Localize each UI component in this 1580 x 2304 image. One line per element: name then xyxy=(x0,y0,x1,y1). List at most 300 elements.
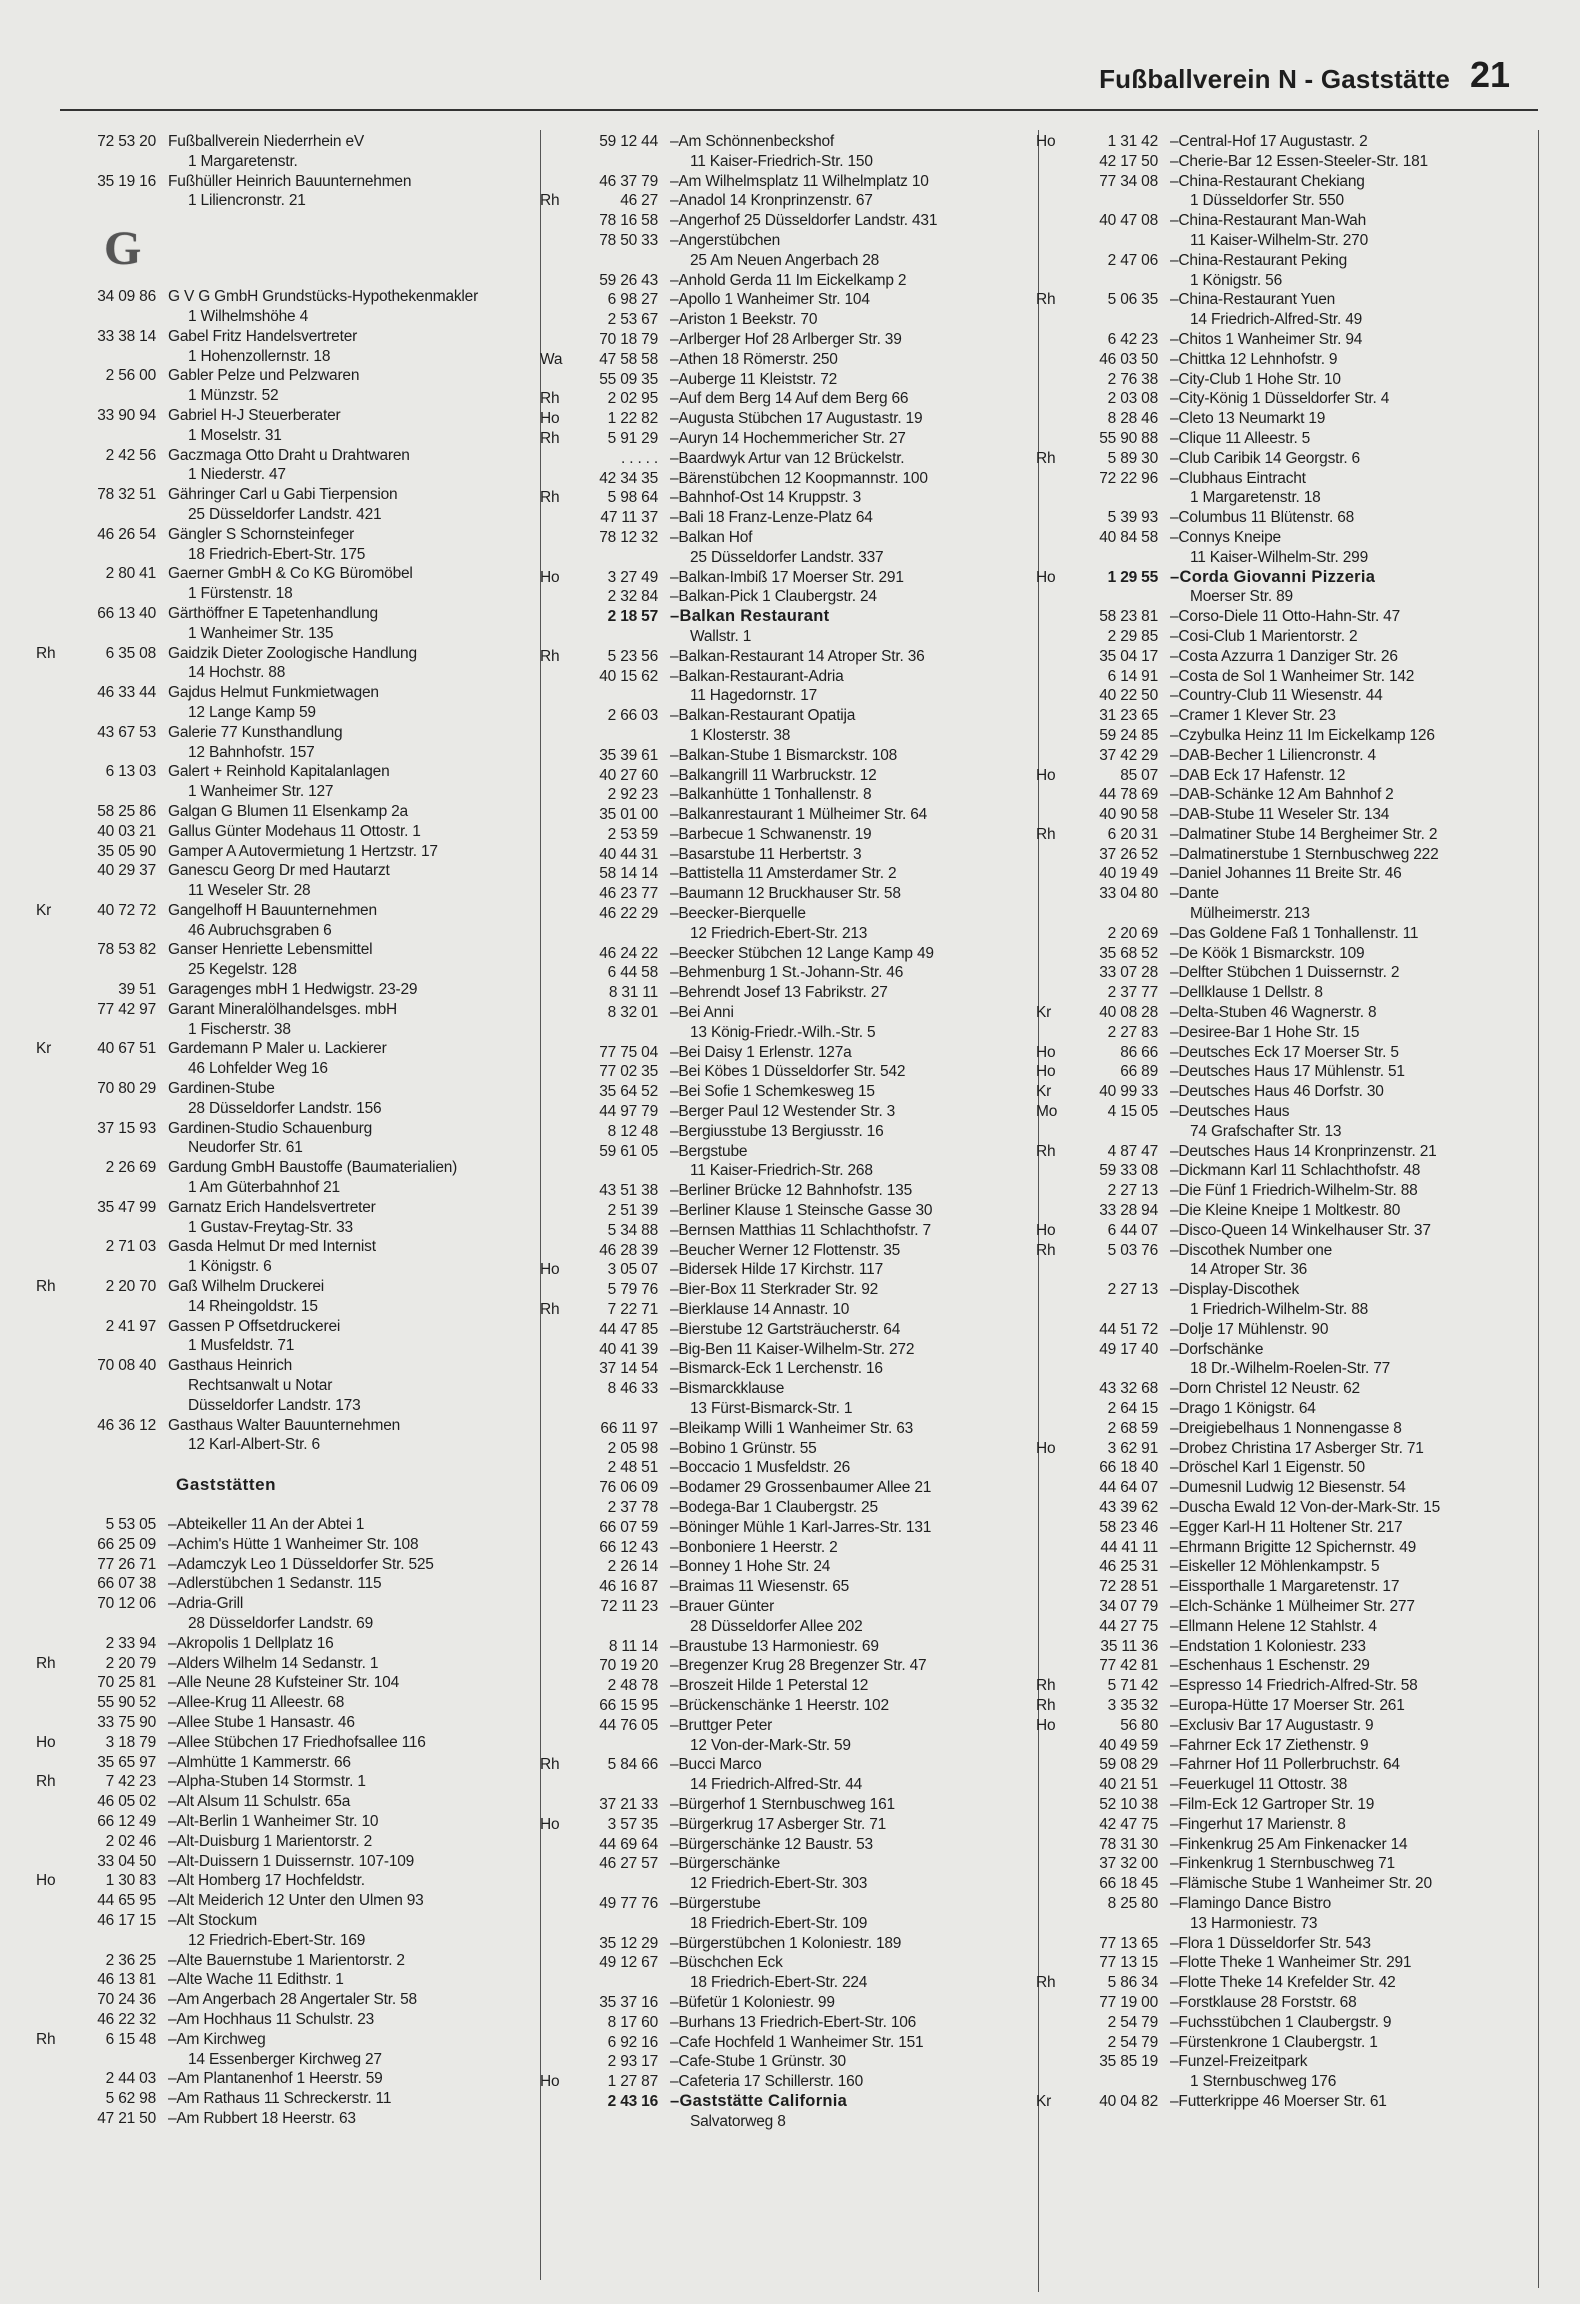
entry-text: –Bismarckklause xyxy=(670,1380,785,1398)
phone-number: 5 23 56 xyxy=(607,647,658,665)
directory-entry xyxy=(36,2089,526,2109)
entry-text: –Fahrner Hof 11 Pollerbruchstr. 64 xyxy=(1170,1756,1400,1774)
entry-text: Galgan G Blumen 11 Elsenkamp 2a xyxy=(168,802,408,820)
entry-text: –Behmenburg 1 St.-Johann-Str. 46 xyxy=(670,964,904,982)
directory-entry xyxy=(1036,1577,1536,1597)
phone-number: 70 80 29 xyxy=(97,1080,156,1098)
entry-text: –Balkan Hof xyxy=(670,528,753,546)
directory-entry xyxy=(540,290,1036,310)
phone-number: 37 14 54 xyxy=(599,1360,658,1378)
phone-number: 40 22 50 xyxy=(1099,687,1158,705)
directory-entry xyxy=(1036,1201,1536,1221)
phone-number: 35 37 16 xyxy=(599,1993,658,2011)
phone-number: 35 68 52 xyxy=(1099,944,1158,962)
entry-text: –Allee Stübchen 17 Friedhofsallee 116 xyxy=(168,1733,426,1751)
phone-number: 8 11 14 xyxy=(608,1637,658,1655)
entry-text: –Beecker-Bierquelle xyxy=(670,905,806,923)
directory-entry xyxy=(1036,2052,1536,2072)
directory-entry xyxy=(1036,1696,1536,1716)
entry-text: –Eschenhaus 1 Eschenstr. 29 xyxy=(1170,1657,1370,1675)
phone-number: 44 64 07 xyxy=(1099,1479,1158,1497)
phone-number: 59 08 29 xyxy=(1099,1756,1158,1774)
district-code: Rh xyxy=(1036,449,1056,467)
directory-entry xyxy=(540,1716,1036,1736)
entry-text: –Auryn 14 Hochemmericher Str. 27 xyxy=(670,429,906,447)
directory-entry xyxy=(36,1515,526,1535)
entry-text: 18 Dr.-Wilhelm-Roelen-Str. 77 xyxy=(1190,1360,1391,1378)
directory-entry xyxy=(540,1340,1036,1360)
directory-entry xyxy=(540,983,1036,1003)
phone-number: 46 28 39 xyxy=(599,1241,658,1259)
running-header-title: Fußballverein N - Gaststätte xyxy=(1099,64,1450,94)
directory-entry xyxy=(36,980,526,1000)
phone-number: 70 25 81 xyxy=(97,1674,156,1692)
directory-entry xyxy=(540,944,1036,964)
phone-number: 70 08 40 xyxy=(97,1357,156,1375)
entry-text: 14 Hochstr. 88 xyxy=(188,664,286,682)
district-code: Rh xyxy=(1036,1241,1056,1259)
entry-address-line xyxy=(36,703,526,723)
phone-number: 44 65 95 xyxy=(97,1892,156,1910)
directory-entry xyxy=(540,864,1036,884)
phone-number: 70 18 79 xyxy=(599,330,658,348)
directory-column-2 xyxy=(540,132,1036,2131)
entry-address-line xyxy=(36,505,526,525)
phone-number: 42 17 50 xyxy=(1099,152,1158,170)
entry-address-line xyxy=(36,960,526,980)
directory-entry xyxy=(36,2010,526,2030)
directory-entry xyxy=(1036,449,1536,469)
phone-number: 58 14 14 xyxy=(599,865,658,883)
directory-entry xyxy=(540,389,1036,409)
directory-entry xyxy=(1036,627,1536,647)
entry-text: Gardemann P Maler u. Lackierer xyxy=(168,1040,387,1058)
phone-number: 40 99 33 xyxy=(1099,1083,1158,1101)
entry-text: –Bürgerhof 1 Sternbuschweg 161 xyxy=(670,1795,895,1813)
entry-text: 14 Friedrich-Alfred-Str. 49 xyxy=(1190,311,1363,329)
entry-text: –Cafe-Stube 1 Grünstr. 30 xyxy=(670,2053,846,2071)
entry-text: Neudorfer Str. 61 xyxy=(188,1139,303,1157)
district-code: Kr xyxy=(1036,1004,1052,1022)
directory-entry xyxy=(540,746,1036,766)
entry-text: 1 Wilhelmshöhe 4 xyxy=(188,307,308,325)
directory-entry xyxy=(540,132,1036,152)
phone-number: 5 91 29 xyxy=(607,429,658,447)
phone-number: 40 19 49 xyxy=(1099,865,1158,883)
entry-text: –Balkan-Imbiß 17 Moerser Str. 291 xyxy=(670,568,904,586)
phone-number: 58 25 86 xyxy=(97,802,156,820)
directory-entry xyxy=(1036,1458,1536,1478)
entry-text: –Braimas 11 Wiesenstr. 65 xyxy=(670,1578,850,1596)
entry-text: –Daniel Johannes 11 Breite Str. 46 xyxy=(1170,865,1402,883)
directory-entry xyxy=(1036,1775,1536,1795)
entry-text: –Beecker Stübchen 12 Lange Kamp 49 xyxy=(670,944,934,962)
entry-text: Fußballverein Niederrhein eV xyxy=(168,133,364,150)
entry-text: 12 Friedrich-Ebert-Str. 303 xyxy=(690,1875,868,1893)
phone-number: 58 23 81 xyxy=(1099,608,1158,626)
directory-entry xyxy=(540,1062,1036,1082)
entry-text: –Adlerstübchen 1 Sedanstr. 115 xyxy=(168,1575,382,1593)
entry-text: –Bürgerstübchen 1 Koloniestr. 189 xyxy=(670,1934,902,1952)
entry-text: –Alders Wilhelm 14 Sedanstr. 1 xyxy=(168,1654,379,1672)
phone-number: 44 78 69 xyxy=(1099,786,1158,804)
entry-address-line xyxy=(540,1874,1036,1894)
directory-entry xyxy=(1036,1043,1536,1063)
directory-entry xyxy=(36,2030,526,2050)
directory-entry xyxy=(540,310,1036,330)
phone-number: 33 75 90 xyxy=(97,1713,156,1731)
entry-text: 11 Weseler Str. 28 xyxy=(188,882,311,900)
phone-number: 55 09 35 xyxy=(599,370,658,388)
entry-address-line xyxy=(36,347,526,367)
entry-text: –Almhütte 1 Kammerstr. 66 xyxy=(168,1753,351,1771)
entry-text: –Eissporthalle 1 Margaretenstr. 17 xyxy=(1170,1578,1400,1596)
entry-address-line xyxy=(36,545,526,565)
entry-text: –Europa-Hütte 17 Moerser Str. 261 xyxy=(1170,1696,1405,1714)
directory-entry xyxy=(1036,1518,1536,1538)
phone-number: 2 36 25 xyxy=(105,1951,156,1969)
entry-address-line xyxy=(540,686,1036,706)
entry-address-line xyxy=(540,1914,1036,1934)
entry-address-line xyxy=(1036,231,1536,251)
phone-number: 6 98 27 xyxy=(607,291,658,309)
entry-text: 12 Friedrich-Ebert-Str. 169 xyxy=(188,1931,366,1949)
entry-text: –Balkan-Restaurant 14 Atroper Str. 36 xyxy=(670,647,925,665)
phone-number: 59 33 08 xyxy=(1099,1162,1158,1180)
entry-text: –Exclusiv Bar 17 Augustastr. 9 xyxy=(1170,1716,1374,1734)
phone-number: 66 07 59 xyxy=(599,1518,658,1536)
entry-text: 12 Von-der-Mark-Str. 59 xyxy=(690,1736,851,1754)
directory-entry xyxy=(540,2072,1036,2092)
entry-text: –Funzel-Freizeitpark xyxy=(1170,2053,1308,2071)
entry-text: –Bahnhof-Ost 14 Kruppstr. 3 xyxy=(670,489,862,507)
entry-text: –Costa de Sol 1 Wanheimer Str. 142 xyxy=(1170,667,1415,685)
entry-text: 11 Kaiser-Friedrich-Str. 268 xyxy=(690,1162,873,1180)
directory-entry xyxy=(36,762,526,782)
phone-number: 35 05 90 xyxy=(97,842,156,860)
directory-entry xyxy=(540,211,1036,231)
entry-text: –Bucci Marco xyxy=(670,1756,762,1774)
phone-number: 77 13 15 xyxy=(1099,1954,1158,1972)
entry-address-line xyxy=(36,386,526,406)
phone-number: 49 77 76 xyxy=(599,1894,658,1912)
phone-number: 66 18 40 xyxy=(1099,1459,1158,1477)
district-code: Rh xyxy=(540,647,560,665)
entry-text: 12 Friedrich-Ebert-Str. 213 xyxy=(690,924,868,942)
directory-entry xyxy=(1036,211,1536,231)
directory-entry xyxy=(36,1198,526,1218)
entry-text: –Allee Stube 1 Hansastr. 46 xyxy=(168,1713,355,1731)
phone-number: 77 13 65 xyxy=(1099,1934,1158,1952)
entry-text: 14 Essenberger Kirchweg 27 xyxy=(188,2050,382,2068)
phone-number: 66 12 43 xyxy=(599,1538,658,1556)
entry-text: Gabler Pelze und Pelzwaren xyxy=(168,367,360,385)
directory-entry xyxy=(1036,924,1536,944)
entry-text: –Bürgerstube xyxy=(670,1894,761,1912)
entry-text: –Bei Anni xyxy=(670,1004,734,1022)
directory-entry xyxy=(540,1953,1036,1973)
phone-number: 2 03 08 xyxy=(1107,390,1158,408)
phone-number: 42 34 35 xyxy=(599,469,658,487)
phone-number: 77 42 81 xyxy=(1099,1657,1158,1675)
entry-address-line xyxy=(1036,2072,1536,2092)
phone-number: 66 13 40 xyxy=(97,604,156,622)
phone-number: 6 35 08 xyxy=(105,644,156,662)
directory-entry xyxy=(540,1597,1036,1617)
directory-entry xyxy=(540,231,1036,251)
phone-number: 49 12 67 xyxy=(599,1954,658,1972)
directory-entry xyxy=(540,1854,1036,1874)
phone-number: 35 19 16 xyxy=(97,172,156,190)
district-code: Rh xyxy=(36,1278,56,1296)
entry-text: 1 Fischerstr. 38 xyxy=(188,1020,291,1038)
district-code: Rh xyxy=(1036,1974,1056,1992)
entry-text: 14 Rheingoldstr. 15 xyxy=(188,1297,318,1315)
phone-number: 6 44 58 xyxy=(607,964,658,982)
entry-text: –Discothek Number one xyxy=(1170,1241,1333,1259)
entry-text: –Am Angerbach 28 Angertaler Str. 58 xyxy=(168,1991,417,2009)
entry-text: –Bleikamp Willi 1 Wanheimer Str. 63 xyxy=(670,1419,914,1437)
entry-address-line xyxy=(540,1617,1036,1637)
phone-number: 1 30 83 xyxy=(105,1872,156,1890)
phone-number: 3 57 35 xyxy=(607,1815,658,1833)
phone-number: 4 15 05 xyxy=(1107,1103,1158,1121)
entry-text: –Alt Alsum 11 Schulstr. 65a xyxy=(168,1793,351,1811)
phone-number: 70 24 36 xyxy=(97,1991,156,2009)
phone-number: 2 53 59 xyxy=(607,825,658,843)
phone-number: 1 29 55 xyxy=(1107,568,1158,586)
entry-address-line xyxy=(36,881,526,901)
directory-entry xyxy=(1036,1241,1536,1261)
directory-entry xyxy=(36,1079,526,1099)
phone-number: 55 90 52 xyxy=(97,1694,156,1712)
district-code: Rh xyxy=(36,2030,56,2048)
entry-text: –Dante xyxy=(1170,885,1219,903)
entry-text: –Balkan Restaurant xyxy=(670,607,830,626)
entry-address-line xyxy=(36,1257,526,1277)
phone-number: 3 27 49 xyxy=(607,568,658,586)
directory-entry xyxy=(540,1221,1036,1241)
entry-text: –Costa Azzurra 1 Danziger Str. 26 xyxy=(1170,647,1398,665)
directory-entry xyxy=(540,488,1036,508)
phone-number: 46 24 22 xyxy=(599,944,658,962)
entry-text: 1 Margaretenstr. xyxy=(188,152,298,170)
entry-text: –Bürgerschänke 12 Baustr. 53 xyxy=(670,1835,873,1853)
phone-number: 66 15 95 xyxy=(599,1696,658,1714)
phone-number: 8 25 80 xyxy=(1107,1894,1158,1912)
entry-text: –Alte Bauernstube 1 Marientorstr. 2 xyxy=(168,1951,405,1969)
phone-number: 8 46 33 xyxy=(607,1380,658,1398)
directory-entry xyxy=(1036,528,1536,548)
entry-text: –Alt Meiderich 12 Unter den Ulmen 93 xyxy=(168,1892,424,1910)
district-code: Ho xyxy=(1036,1716,1056,1734)
directory-entry xyxy=(1036,172,1536,192)
directory-entry xyxy=(1036,706,1536,726)
directory-entry xyxy=(1036,251,1536,271)
directory-entry xyxy=(1036,2033,1536,2053)
entry-text: Salvatorweg 8 xyxy=(690,2112,786,2130)
entry-address-line xyxy=(540,2112,1036,2132)
entry-text: –Balkan-Restaurant Opatija xyxy=(670,707,856,725)
directory-entry xyxy=(540,1518,1036,1538)
phone-number: 40 21 51 xyxy=(1099,1776,1158,1794)
directory-entry xyxy=(1036,330,1536,350)
entry-address-line xyxy=(540,1161,1036,1181)
entry-text: –Club Caribik 14 Georgstr. 6 xyxy=(1170,449,1360,467)
phone-number: 6 44 07 xyxy=(1107,1221,1158,1239)
entry-text: –Connys Kneipe xyxy=(1170,528,1281,546)
directory-entry xyxy=(1036,568,1536,588)
phone-number: 78 53 82 xyxy=(97,941,156,959)
entry-text: –Cafeteria 17 Schillerstr. 160 xyxy=(670,2073,864,2091)
directory-entry xyxy=(1036,152,1536,172)
phone-number: 2 56 00 xyxy=(105,367,156,385)
page-number: 21 xyxy=(1470,54,1511,95)
phone-number: 5 06 35 xyxy=(1107,291,1158,309)
phone-number: 40 27 60 xyxy=(599,766,658,784)
column-divider-3 xyxy=(1538,130,1539,2288)
phone-number: 46 17 15 xyxy=(97,1911,156,1929)
directory-entry xyxy=(36,1713,526,1733)
phone-number: 5 84 66 xyxy=(607,1756,658,1774)
entry-text: –Corda Giovanni Pizzeria xyxy=(1170,567,1376,586)
phone-number: 35 65 97 xyxy=(97,1753,156,1771)
phone-number: 70 12 06 xyxy=(97,1595,156,1613)
entry-address-line xyxy=(36,663,526,683)
phone-number: 2 18 57 xyxy=(607,608,658,626)
entry-address-line xyxy=(36,1396,526,1416)
phone-number: 77 02 35 xyxy=(599,1063,658,1081)
district-code: Rh xyxy=(540,1756,560,1774)
phone-number: 78 16 58 xyxy=(599,212,658,230)
entry-text: –Chittka 12 Lehnhofstr. 9 xyxy=(1170,350,1338,368)
phone-number: 7 42 23 xyxy=(105,1773,156,1791)
entry-text: 46 Lohfelder Weg 16 xyxy=(188,1060,328,1078)
entry-text: Gajdus Helmut Funkmietwagen xyxy=(168,684,379,702)
directory-entry xyxy=(540,1122,1036,1142)
directory-entry xyxy=(540,785,1036,805)
phone-number: 2 27 83 xyxy=(1107,1023,1158,1041)
entry-address-line xyxy=(1036,488,1536,508)
entry-text: 1 Königstr. 56 xyxy=(1190,271,1282,289)
phone-number: 8 32 01 xyxy=(607,1004,658,1022)
directory-entry xyxy=(36,406,526,426)
entry-text: –Bürgerkrug 17 Asberger Str. 71 xyxy=(670,1815,887,1833)
directory-entry xyxy=(1036,686,1536,706)
directory-entry xyxy=(1036,667,1536,687)
directory-entry xyxy=(1036,290,1536,310)
phone-number: 43 39 62 xyxy=(1099,1498,1158,1516)
directory-entry xyxy=(36,287,526,307)
phone-number: 6 42 23 xyxy=(1107,330,1158,348)
directory-entry xyxy=(1036,2092,1536,2112)
directory-entry xyxy=(36,1951,526,1971)
directory-entry xyxy=(36,1832,526,1852)
entry-text: –Bobino 1 Grünstr. 55 xyxy=(670,1439,817,1457)
phone-number: 2 43 16 xyxy=(607,2092,658,2110)
directory-entry xyxy=(540,805,1036,825)
phone-number: 2 54 79 xyxy=(1107,2013,1158,2031)
directory-entry xyxy=(540,904,1036,924)
entry-text: –Fuchsstübchen 1 Claubergstr. 9 xyxy=(1170,2013,1392,2031)
directory-entry xyxy=(540,1934,1036,1954)
directory-entry xyxy=(36,1772,526,1792)
entry-text: –Baardwyk Artur van 12 Brückelstr. xyxy=(670,449,905,467)
phone-number: 2 20 69 xyxy=(1107,924,1158,942)
directory-entry xyxy=(540,1241,1036,1261)
directory-entry xyxy=(540,2033,1036,2053)
entry-text: –Country-Club 11 Wiesenstr. 44 xyxy=(1170,687,1383,705)
district-code: Wa xyxy=(540,350,563,368)
entry-text: –Big-Ben 11 Kaiser-Wilhelm-Str. 272 xyxy=(670,1340,915,1358)
directory-entry xyxy=(36,366,526,386)
entry-address-line xyxy=(36,782,526,802)
entry-text: –Cleto 13 Neumarkt 19 xyxy=(1170,410,1326,428)
entry-text: –DAB Eck 17 Hafenstr. 12 xyxy=(1170,766,1346,784)
directory-entry xyxy=(540,1379,1036,1399)
directory-entry xyxy=(1036,1557,1536,1577)
phone-number: 44 27 75 xyxy=(1099,1617,1158,1635)
entry-text: Garant Mineralölhandelsges. mbH xyxy=(168,1000,398,1018)
entry-text: –Anadol 14 Kronprinzenstr. 67 xyxy=(670,192,873,210)
directory-entry xyxy=(1036,1815,1536,1835)
phone-number: 5 86 34 xyxy=(1107,1974,1158,1992)
entry-text: –Alt-Duissern 1 Duissernstr. 107-109 xyxy=(168,1852,415,1870)
phone-number: 46 22 29 xyxy=(599,905,658,923)
phone-number: 66 25 09 xyxy=(97,1535,156,1553)
phone-number: 46 22 32 xyxy=(97,2010,156,2028)
entry-text: –Bei Daisy 1 Erlenstr. 127a xyxy=(670,1043,852,1061)
directory-entry xyxy=(1036,1973,1536,1993)
entry-text: Fußhüller Heinrich Bauunternehmen xyxy=(168,172,412,190)
phone-number: 77 42 97 xyxy=(97,1000,156,1018)
directory-entry xyxy=(1036,350,1536,370)
entry-text: –Ariston 1 Beekstr. 70 xyxy=(670,311,818,329)
phone-number: 59 61 05 xyxy=(599,1142,658,1160)
phone-number: 2 33 94 xyxy=(105,1634,156,1652)
directory-entry xyxy=(540,1498,1036,1518)
district-code: Rh xyxy=(1036,1142,1056,1160)
entry-address-line xyxy=(36,1931,526,1951)
entry-text: –Flämische Stube 1 Wanheimer Str. 20 xyxy=(1170,1875,1432,1893)
district-code: Ho xyxy=(1036,1043,1056,1061)
entry-text: –Apollo 1 Wanheimer Str. 104 xyxy=(670,291,870,309)
phone-number: 34 07 79 xyxy=(1099,1597,1158,1615)
phone-number: 2 68 59 xyxy=(1107,1419,1158,1437)
entry-text: –Feuerkugel 11 Ottostr. 38 xyxy=(1170,1776,1348,1794)
district-code: Ho xyxy=(540,410,560,428)
entry-text: 28 Düsseldorfer Landstr. 69 xyxy=(188,1614,374,1632)
directory-entry xyxy=(36,327,526,347)
entry-address-line xyxy=(1036,1260,1536,1280)
phone-number: 2 64 15 xyxy=(1107,1400,1158,1417)
phone-number: 2 27 13 xyxy=(1107,1281,1158,1299)
entry-text: Galerie 77 Kunsthandlung xyxy=(168,723,343,741)
district-code: Rh xyxy=(540,390,560,408)
entry-address-line xyxy=(540,1736,1036,1756)
directory-entry xyxy=(36,1970,526,1990)
entry-text: –Büfetür 1 Koloniestr. 99 xyxy=(670,1993,835,2011)
directory-entry xyxy=(36,1871,526,1891)
entry-address-line xyxy=(36,1059,526,1079)
entry-address-line xyxy=(36,307,526,327)
entry-text: –Bierstube 12 Gartsträucherstr. 64 xyxy=(670,1320,901,1338)
entry-text: –Das Goldene Faß 1 Tonhallenstr. 11 xyxy=(1170,924,1419,942)
entry-address-line xyxy=(1036,904,1536,924)
phone-number: 2 41 97 xyxy=(105,1317,156,1335)
directory-entry xyxy=(1036,1221,1536,1241)
entry-address-line xyxy=(540,924,1036,944)
